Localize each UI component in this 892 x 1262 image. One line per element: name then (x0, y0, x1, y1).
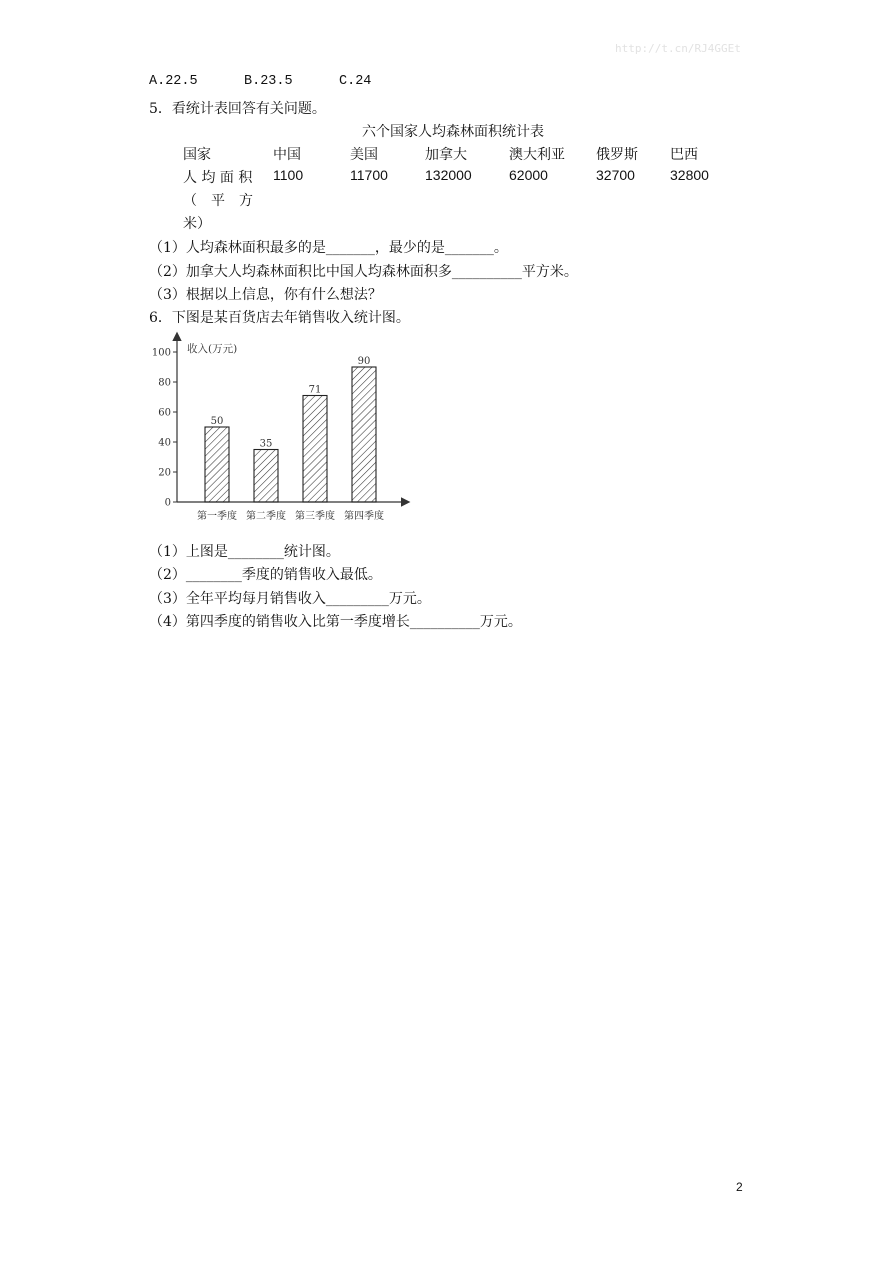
table-header-cell: 国家 (183, 147, 211, 163)
table-value-cell: 1100 (273, 167, 304, 183)
y-axis-label: 收入(万元) (187, 343, 238, 355)
x-category-label: 第四季度 (344, 511, 384, 522)
question-5-stem: 5．看统计表回答有关问题。 (149, 101, 326, 117)
q6-sub2: （2）________季度的销售收入最低。 (149, 567, 382, 583)
bar-value-label: 71 (308, 384, 322, 396)
watermark-url: http://t.cn/RJ4GGEt (615, 42, 741, 55)
q5-sub3: （3）根据以上信息，你有什么想法？ (149, 287, 382, 303)
bar-value-label: 90 (357, 356, 371, 367)
y-tick-label: 60 (158, 407, 171, 419)
y-tick-label: 100 (151, 347, 171, 359)
question-6-stem: 6．下图是某百货店去年销售收入统计图。 (149, 310, 410, 326)
sales-bar-chart (140, 330, 430, 530)
y-tick-label: 20 (158, 467, 171, 479)
table-header-cell: 澳大利亚 (509, 147, 565, 163)
q5-sub1: （1）人均森林面积最多的是_______，最少的是_______。 (149, 240, 508, 256)
bar (303, 396, 327, 503)
option-b: B.23.5 (244, 74, 293, 89)
q6-sub4: （4）第四季度的销售收入比第一季度增长__________万元。 (149, 614, 522, 630)
option-a: A.22.5 (149, 74, 198, 89)
q5-sub2: （2）加拿大人均森林面积比中国人均森林面积多__________平方米。 (149, 264, 578, 280)
x-category-label: 第一季度 (197, 511, 237, 522)
q6-sub3: （3）全年平均每月销售收入_________万元。 (149, 591, 431, 607)
table-value-cell: 62000 (509, 167, 548, 183)
x-category-label: 第二季度 (246, 511, 286, 522)
row-label-line: 米） (183, 216, 211, 232)
table-header-cell: 中国 (273, 147, 301, 163)
y-tick-label: 0 (164, 497, 171, 509)
table-value-cell: 32800 (670, 167, 709, 183)
y-tick-label: 80 (158, 377, 171, 389)
x-category-label: 第三季度 (295, 511, 335, 522)
bar (352, 367, 376, 502)
page-number: 2 (736, 1180, 743, 1194)
option-c: C.24 (339, 74, 372, 89)
table-value-cell: 11700 (350, 167, 388, 183)
table-header-cell: 美国 (350, 147, 378, 163)
table-header-cell: 加拿大 (425, 147, 467, 163)
table-header-cell: 巴西 (670, 147, 698, 163)
table-value-cell: 32700 (596, 167, 635, 183)
bar (205, 427, 229, 502)
row-label-line: 人 均 面 积 (183, 170, 253, 186)
row-label-line: （ 平 方 (183, 193, 253, 209)
y-tick-label: 40 (158, 437, 171, 449)
q6-sub1: （1）上图是________统计图。 (149, 544, 340, 560)
table-header-cell: 俄罗斯 (596, 147, 638, 163)
table-value-cell: 132000 (425, 167, 472, 183)
bar (254, 450, 278, 503)
bar-value-label: 50 (210, 416, 224, 427)
table-title: 六个国家人均森林面积统计表 (362, 124, 544, 140)
bar-value-label: 35 (259, 438, 273, 450)
